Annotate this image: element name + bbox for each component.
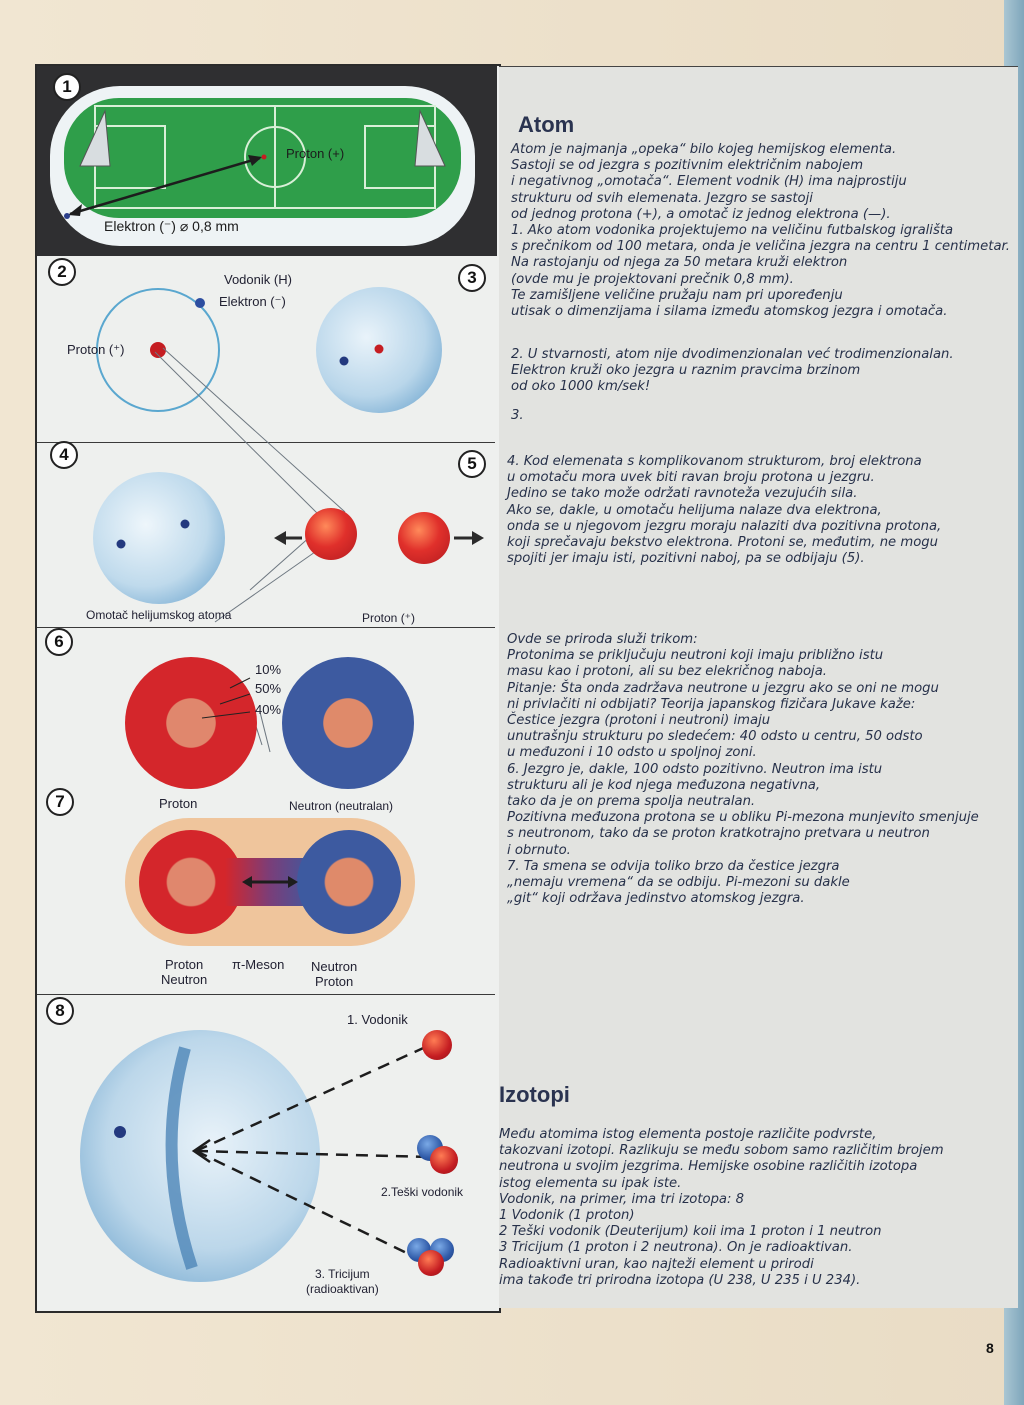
atom-paragraph-3: 3. [511,408,524,423]
fig6-neutron-label: Neutron (neutralan) [289,799,394,813]
badge-4: 4 [50,441,78,469]
nucleus-tritium-proton [418,1250,444,1276]
atom-paragraph-2: 2. U stvarnosti, atom nije dvodimenzionalan već trodimenzionalan. Elektron kruži oko jezgra u raznim pravcima brzinom od oko 1000 km/sek! [511,347,954,395]
fig8-item3-label [306,1267,379,1297]
fig7-middle-label: π-Meson [232,957,285,972]
fig8-item2-label: 2.Teški vodonik [381,1185,464,1199]
fig1-electron-label: Elektron (⁻) ⌀ 0,8 mm [104,218,239,234]
pct-outer-label: 10% [255,662,282,677]
badge-6: 6 [45,628,73,656]
fig7-right-bottom: Proton [314,974,354,989]
fig8-item3-line1: 3. Tricijum [315,1267,370,1281]
badge-7: 7 [46,788,74,816]
nucleus-hydrogen [422,1030,452,1060]
pct-middle-label: 50% [255,681,282,696]
izotopi-heading: Izotopi [499,1082,570,1107]
exchange-arrow [240,872,300,892]
badge-3: 3 [458,264,486,292]
atom-paragraph-1: Atom je najmanja „opeka“ bilo kojeg hemijskog elementa. Sastoji se od jezgra s pozitivnim električnim nabojem i negativnog „omotača“. Element vodnik (H) ima najprostiju strukturu od svih elemenata. Jezgro se sastoji od jednog protona (+), a omotač iz jednog elektrona (—). 1. Ako atom vodonika projektujemo na veličinu futbalskog igrališta s prečnikom od 100 metara, onda je veličina jezgra na centru 1 centimetar. Na rastojanju od njega za 50 metara kruži elektron (ovde mu je projektovani prečnik 0,8 mm). Te zamišljene veličine pružaju nam pri upoređenju utisak o dimenzijama i silama između atomskog jezgra i omotača. [511,142,1010,320]
fig7-right-top: Neutron [311,959,358,974]
badge-2: 2 [48,258,76,286]
isotope-dashed-lines [190,1035,440,1265]
pct-inner-label: 40% [255,702,282,717]
fig7-right-label [311,959,357,989]
fig5-caption: Proton (⁺) [362,611,416,625]
page-number: 8 [986,1340,994,1356]
fig7-left-label [161,957,207,987]
atom-heading: Atom [518,112,575,137]
exchange-right-lobe [297,830,401,934]
fig2-element-label: Vodonik (H) [224,272,292,287]
fig2-proton-label: Proton (⁺) [67,342,125,357]
fig7-left-bottom: Neutron [161,972,208,987]
atom-paragraph-4: 4. Kod elemenata s komplikovanom strukturom, broj elektrona u omotaču mora uvek biti ravan broju protona u jezgru. Jedino se tako može održati ravnoteža vezujućih sila. Ako se, dakle, u omotaču helijuma nalaze dva elektrona, onda se u njegovom jezgru moraju nalaziti dva pozitivna protona, koji sprečavaju bekstvo elektrona. Protoni se, međutim, ne mogu spojiti jer imaju isti, pozitivni naboj, pa se odbijaju (5). [507,454,942,567]
pi-meson-exchange [125,818,415,946]
nucleus-deuterium-proton [430,1146,458,1174]
fig4-caption: Omotač helijumskog atoma [86,608,232,622]
badge-1: 1 [53,73,81,101]
fig8-item1-label: 1. Vodonik [347,1012,408,1027]
badge-5: 5 [458,450,486,478]
pct-leader-lines [190,670,260,730]
fig6-proton-label: Proton [159,796,198,811]
fig7-left-top: Proton [164,957,204,972]
atom-paragraph-5: Ovde se priroda služi trikom: Protonima se priključuju neutroni koji imaju približno istu masu kao i protoni, ali su bez elekričnog naboja. Pitanje: Šta onda zadržava neutrone u jezgru ako se oni ne mogu ni privlačiti ni odbijati? Teorija japanskog fizičara Jukave kaže: Čestice jezgra (protoni i neutroni) imaju unutrašnju strukturu po sledećem: 40 odsto u centru, 50 odsto u međuzoni i 10 odsto u spoljnoj zoni. 6. Jezgro je, dakle, 100 odsto pozitivno. Neutron ima istu strukturu ali je kod njega međuzona negativna, tako da je on prema spolja neutralan. Pozitivna međuzona protona se u obliku Pi-mezona munjevito smenjuje s neutronom, tako da se proton kratkotrajno pretvara u neutron i obrnuto. 7. Ta smena se odvija toliko brzo da čestice jezgra „nemaju vremena“ da se odbiju. Pi-mezoni su dakle „git“ koji održava jedinstvo atomskog jezgra. [507,632,979,907]
neutron-structure [282,657,414,789]
izotopi-paragraph: Među atomima istog elementa postoje različite podvrste, takozvani izotopi. Razlikuju se među sobom samo različitim brojem neutrona u svojim jezgrima. Hemijske osobine različitih izotopa istog elementa su ipak iste. Vodonik, na primer, ima tri izotopa: 8 1 Vodonik (1 proton) 2 Teški vodonik (Deuterijum) koii ima 1 proton i 1 neutron 3 Tricijum (1 proton i 2 neutrona). On je radioaktivan. Radioaktivni uran, kao najteži element u prirodi ima takođe tri prirodna izotopa (U 238, U 235 i U 234). [499,1127,944,1288]
fig8-item3-line2: (radioaktivan) [306,1282,379,1296]
figure-4-electrons [93,472,225,604]
badge-8: 8 [46,997,74,1025]
fig1-proton-label: Proton (+) [286,146,345,161]
fig2-electron-label: Elektron (⁻) [219,294,286,309]
repulsion-arrows [270,526,490,550]
